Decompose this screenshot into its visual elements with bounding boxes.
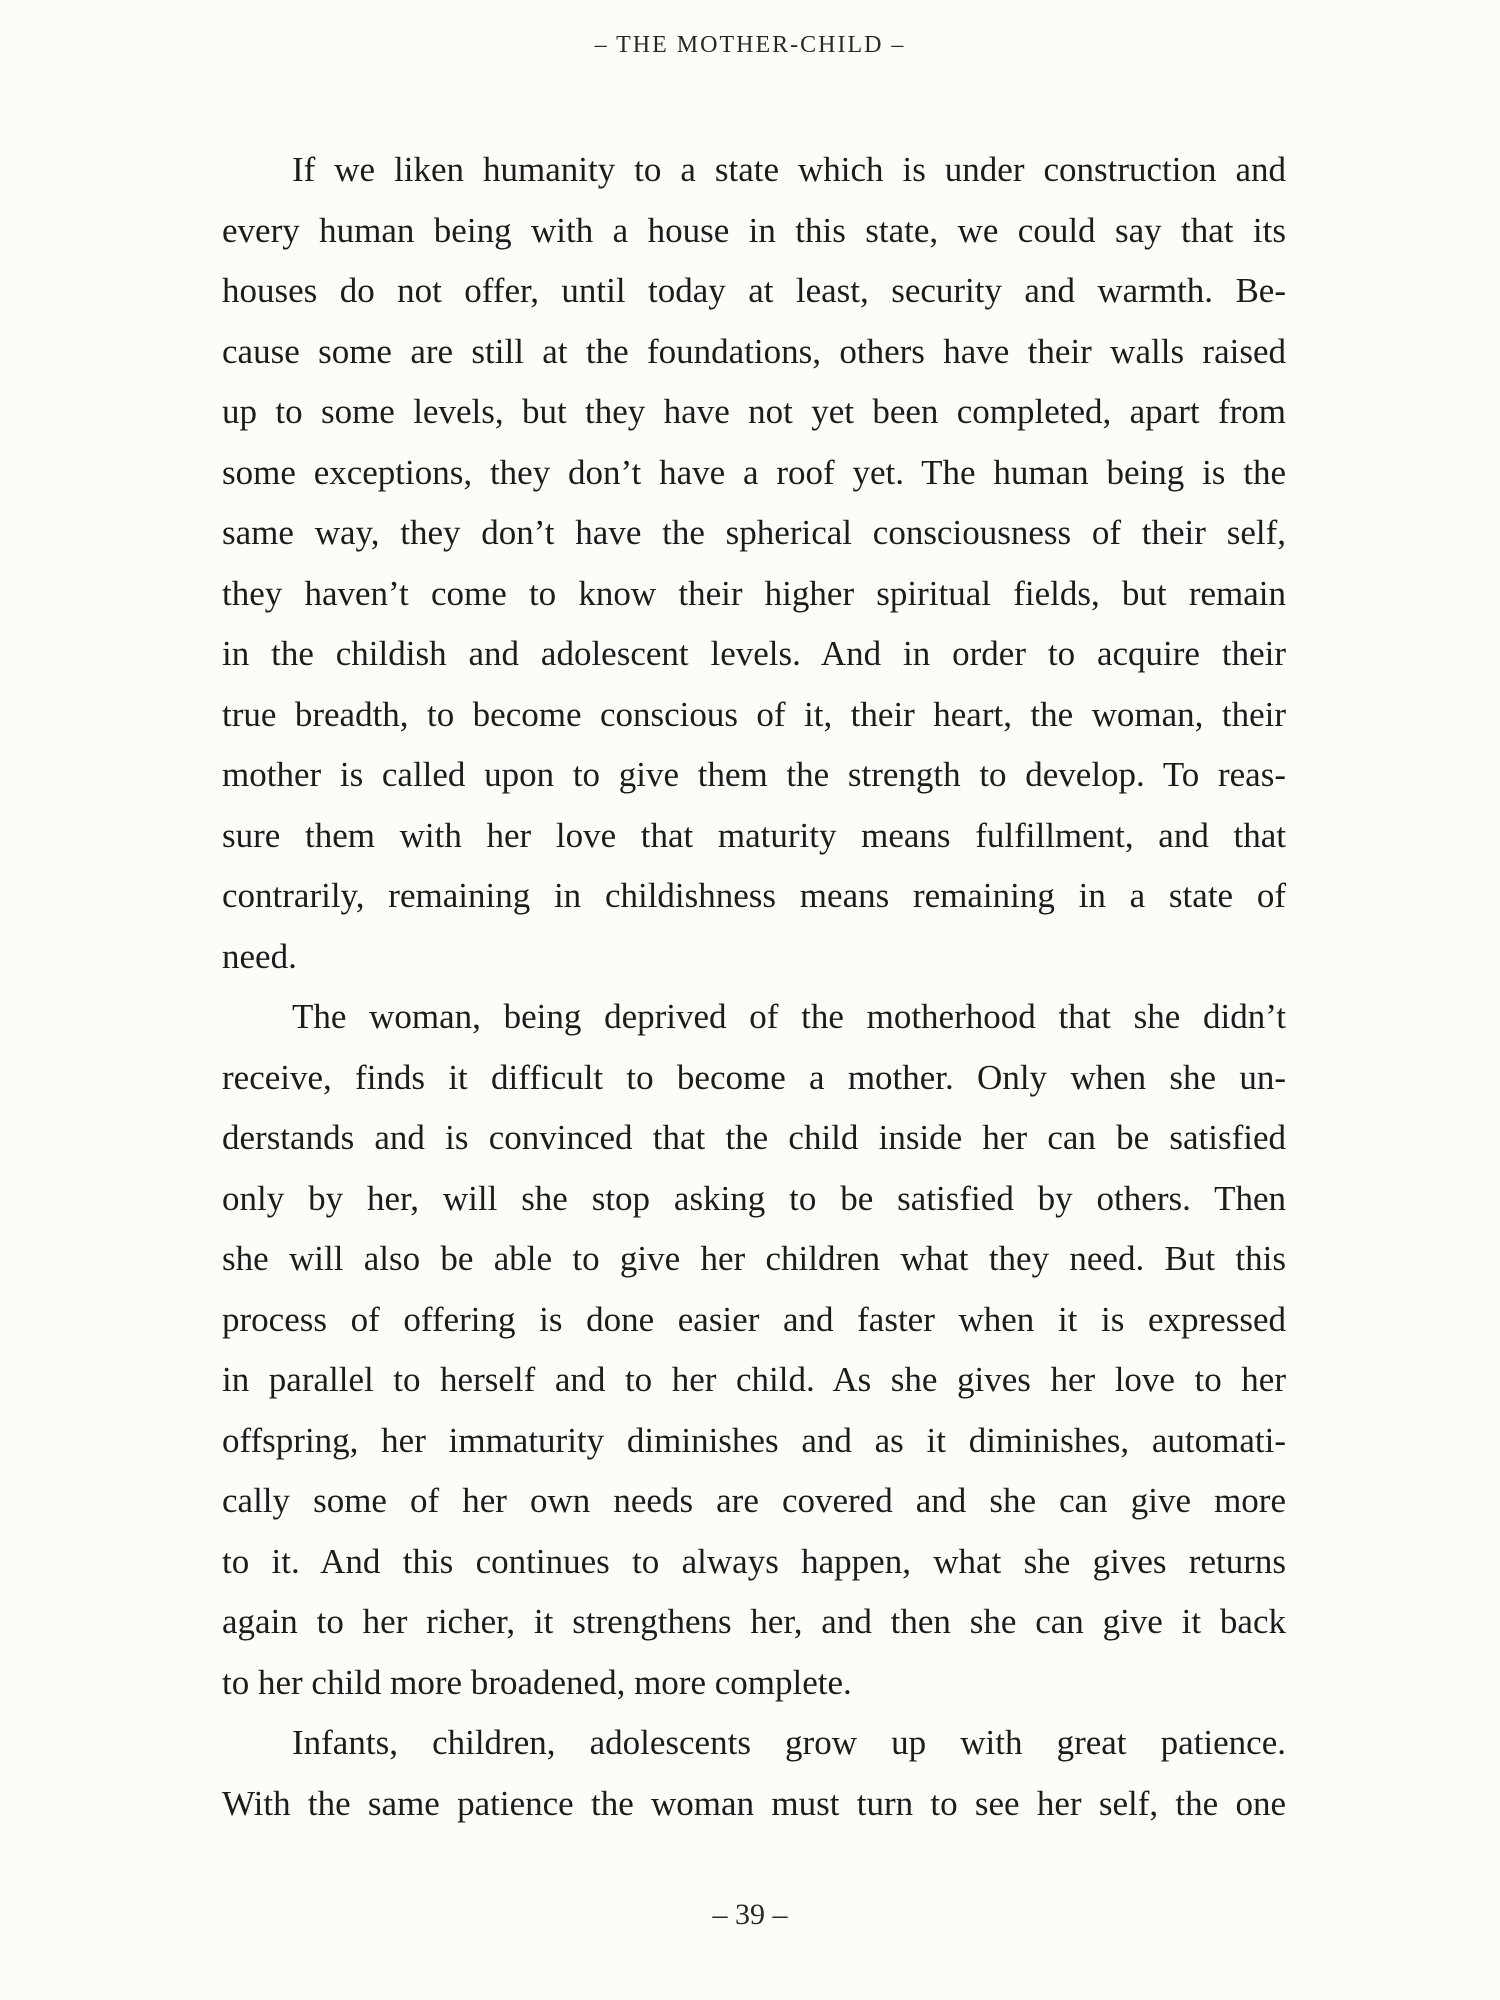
paragraph-2	[222, 987, 1286, 1713]
text-line: sure them with her love that maturity means fulfillment, and that	[222, 815, 1286, 855]
text-line: offspring, her immaturity diminishes and as it diminishes, automati-	[222, 1420, 1286, 1460]
text-line: Infants, children, adolescents grow up with great patience.	[292, 1723, 1286, 1762]
text-line: some exceptions, they don’t have a roof yet. The human being is the	[222, 452, 1286, 492]
text-line: only by her, will she stop asking to be satisfied by others. Then	[222, 1178, 1286, 1218]
paragraph-3	[222, 1713, 1286, 1834]
page-number: – 39 –	[712, 1898, 788, 1931]
text-line: true breadth, to become conscious of it, their heart, the woman, their	[222, 694, 1286, 734]
text-line: derstands and is convinced that the child inside her can be satisfied	[222, 1118, 1286, 1157]
text-line: houses do not offer, until today at least, security and warmth. Be-	[222, 271, 1286, 310]
text-line: process of offering is done easier and faster when it is expressed	[222, 1299, 1286, 1339]
text-line: every human being with a house in this state, we could say that its	[222, 210, 1286, 250]
text-line: With the same patience the woman must turn to see her self, the one	[222, 1783, 1286, 1823]
text-line: cause some are still at the foundations, others have their walls raised	[222, 331, 1286, 371]
running-head: – THE MOTHER-CHILD –	[594, 32, 906, 58]
text-line: again to her richer, it strengthens her, and then she can give it back	[222, 1602, 1286, 1641]
text-line: she will also be able to give her children what they need. But this	[222, 1239, 1286, 1278]
text-line: in the childish and adolescent levels. And in order to acquire their	[222, 634, 1286, 673]
text-line: cally some of her own needs are covered and she can give more	[222, 1481, 1286, 1520]
text-line: need.	[222, 936, 297, 976]
text-line: If we liken humanity to a state which is under construction and	[292, 150, 1286, 189]
paragraph-1	[222, 140, 1286, 987]
text-line: The woman, being deprived of the motherhood that she didn’t	[292, 997, 1286, 1036]
text-line: contrarily, remaining in childishness means remaining in a state of	[222, 876, 1286, 915]
body-text	[222, 140, 1286, 1834]
text-line: mother is called upon to give them the strength to develop. To reas-	[222, 755, 1286, 794]
text-line: up to some levels, but they have not yet been completed, apart from	[222, 392, 1286, 431]
text-line: to it. And this continues to always happen, what she gives returns	[222, 1541, 1286, 1581]
text-line: receive, finds it difficult to become a mother. Only when she un-	[222, 1057, 1286, 1097]
text-line: in parallel to herself and to her child. As she gives her love to her	[222, 1360, 1286, 1399]
text-line: to her child more broadened, more complete.	[222, 1662, 852, 1702]
text-line: they haven’t come to know their higher spiritual fields, but remain	[222, 573, 1286, 613]
text-line: same way, they don’t have the spherical consciousness of their self,	[222, 513, 1286, 552]
